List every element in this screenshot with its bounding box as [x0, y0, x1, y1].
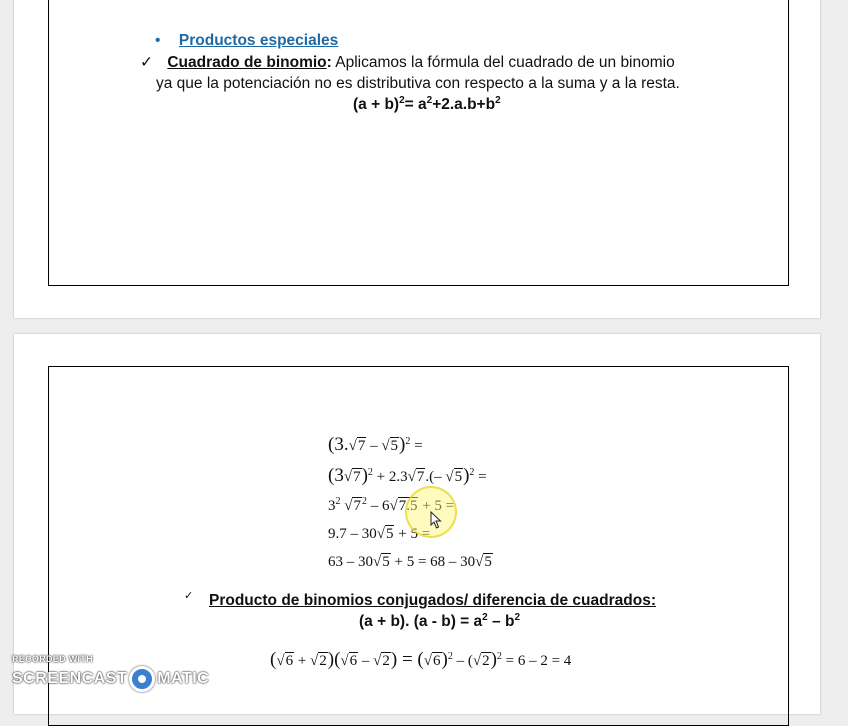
- description-line-2: ya que la potenciación no es distributiva con respecto a la suma y a la resta.: [156, 75, 680, 92]
- screencast-watermark: [12, 654, 209, 692]
- bullet-icon: •: [155, 32, 161, 49]
- formula-cuadrado: $(a + b)^2= a^2+2.a.b+b^2$: [353, 95, 501, 113]
- heading-binomios-conjugados: Producto de binomios conjugados/ diferencia de cuadrados:: [209, 592, 656, 609]
- checkmark-icon-2: ✓: [184, 590, 194, 602]
- subheading-cuadrado: Cuadrado de binomio: [167, 54, 327, 71]
- watermark-recorded-with: RECORDED WITH: [12, 654, 93, 664]
- colon: :: [326, 54, 332, 71]
- formula-conjugados: (a + b). $(a - b) = a^2 - b^2$: [359, 612, 520, 630]
- example-line-3: $3^2$ $√7^2 - 6√7.5 + 5$ =: [328, 496, 455, 514]
- section-heading-row: [155, 32, 338, 50]
- heading-productos-especiales[interactable]: Productos especiales: [178, 32, 339, 49]
- description-line-1: Aplicamos la fórmula del cuadrado de un binomio: [331, 54, 675, 71]
- document-page-1: [14, 0, 820, 318]
- cuadrado-binomio-row: [140, 53, 675, 72]
- example-line-2: $(3√7)^2 + 2.3√7.(-$ √5)$^2$ =: [328, 465, 487, 486]
- example-line-4: 9.7 – 30√5 + 5 =: [328, 526, 431, 542]
- example-line-5: 63 – 30√5 + 5 = 68 – 30√5: [328, 554, 492, 570]
- mouse-pointer-icon: [430, 511, 442, 534]
- watermark-brand-right: MATIC: [157, 670, 210, 687]
- example-conjugados: $(√6 + √2)(√6 - √2) = (√6)^2 - (√2)^2 = 6 - 2 = 4$: [270, 649, 572, 670]
- watermark-brand-left: SCREENCAST: [12, 670, 128, 687]
- checkmark-icon: ✓: [140, 54, 153, 71]
- screencast-logo-icon: [129, 666, 155, 692]
- example-line-1: (3.√7 – √5)$^2$ =: [328, 434, 423, 455]
